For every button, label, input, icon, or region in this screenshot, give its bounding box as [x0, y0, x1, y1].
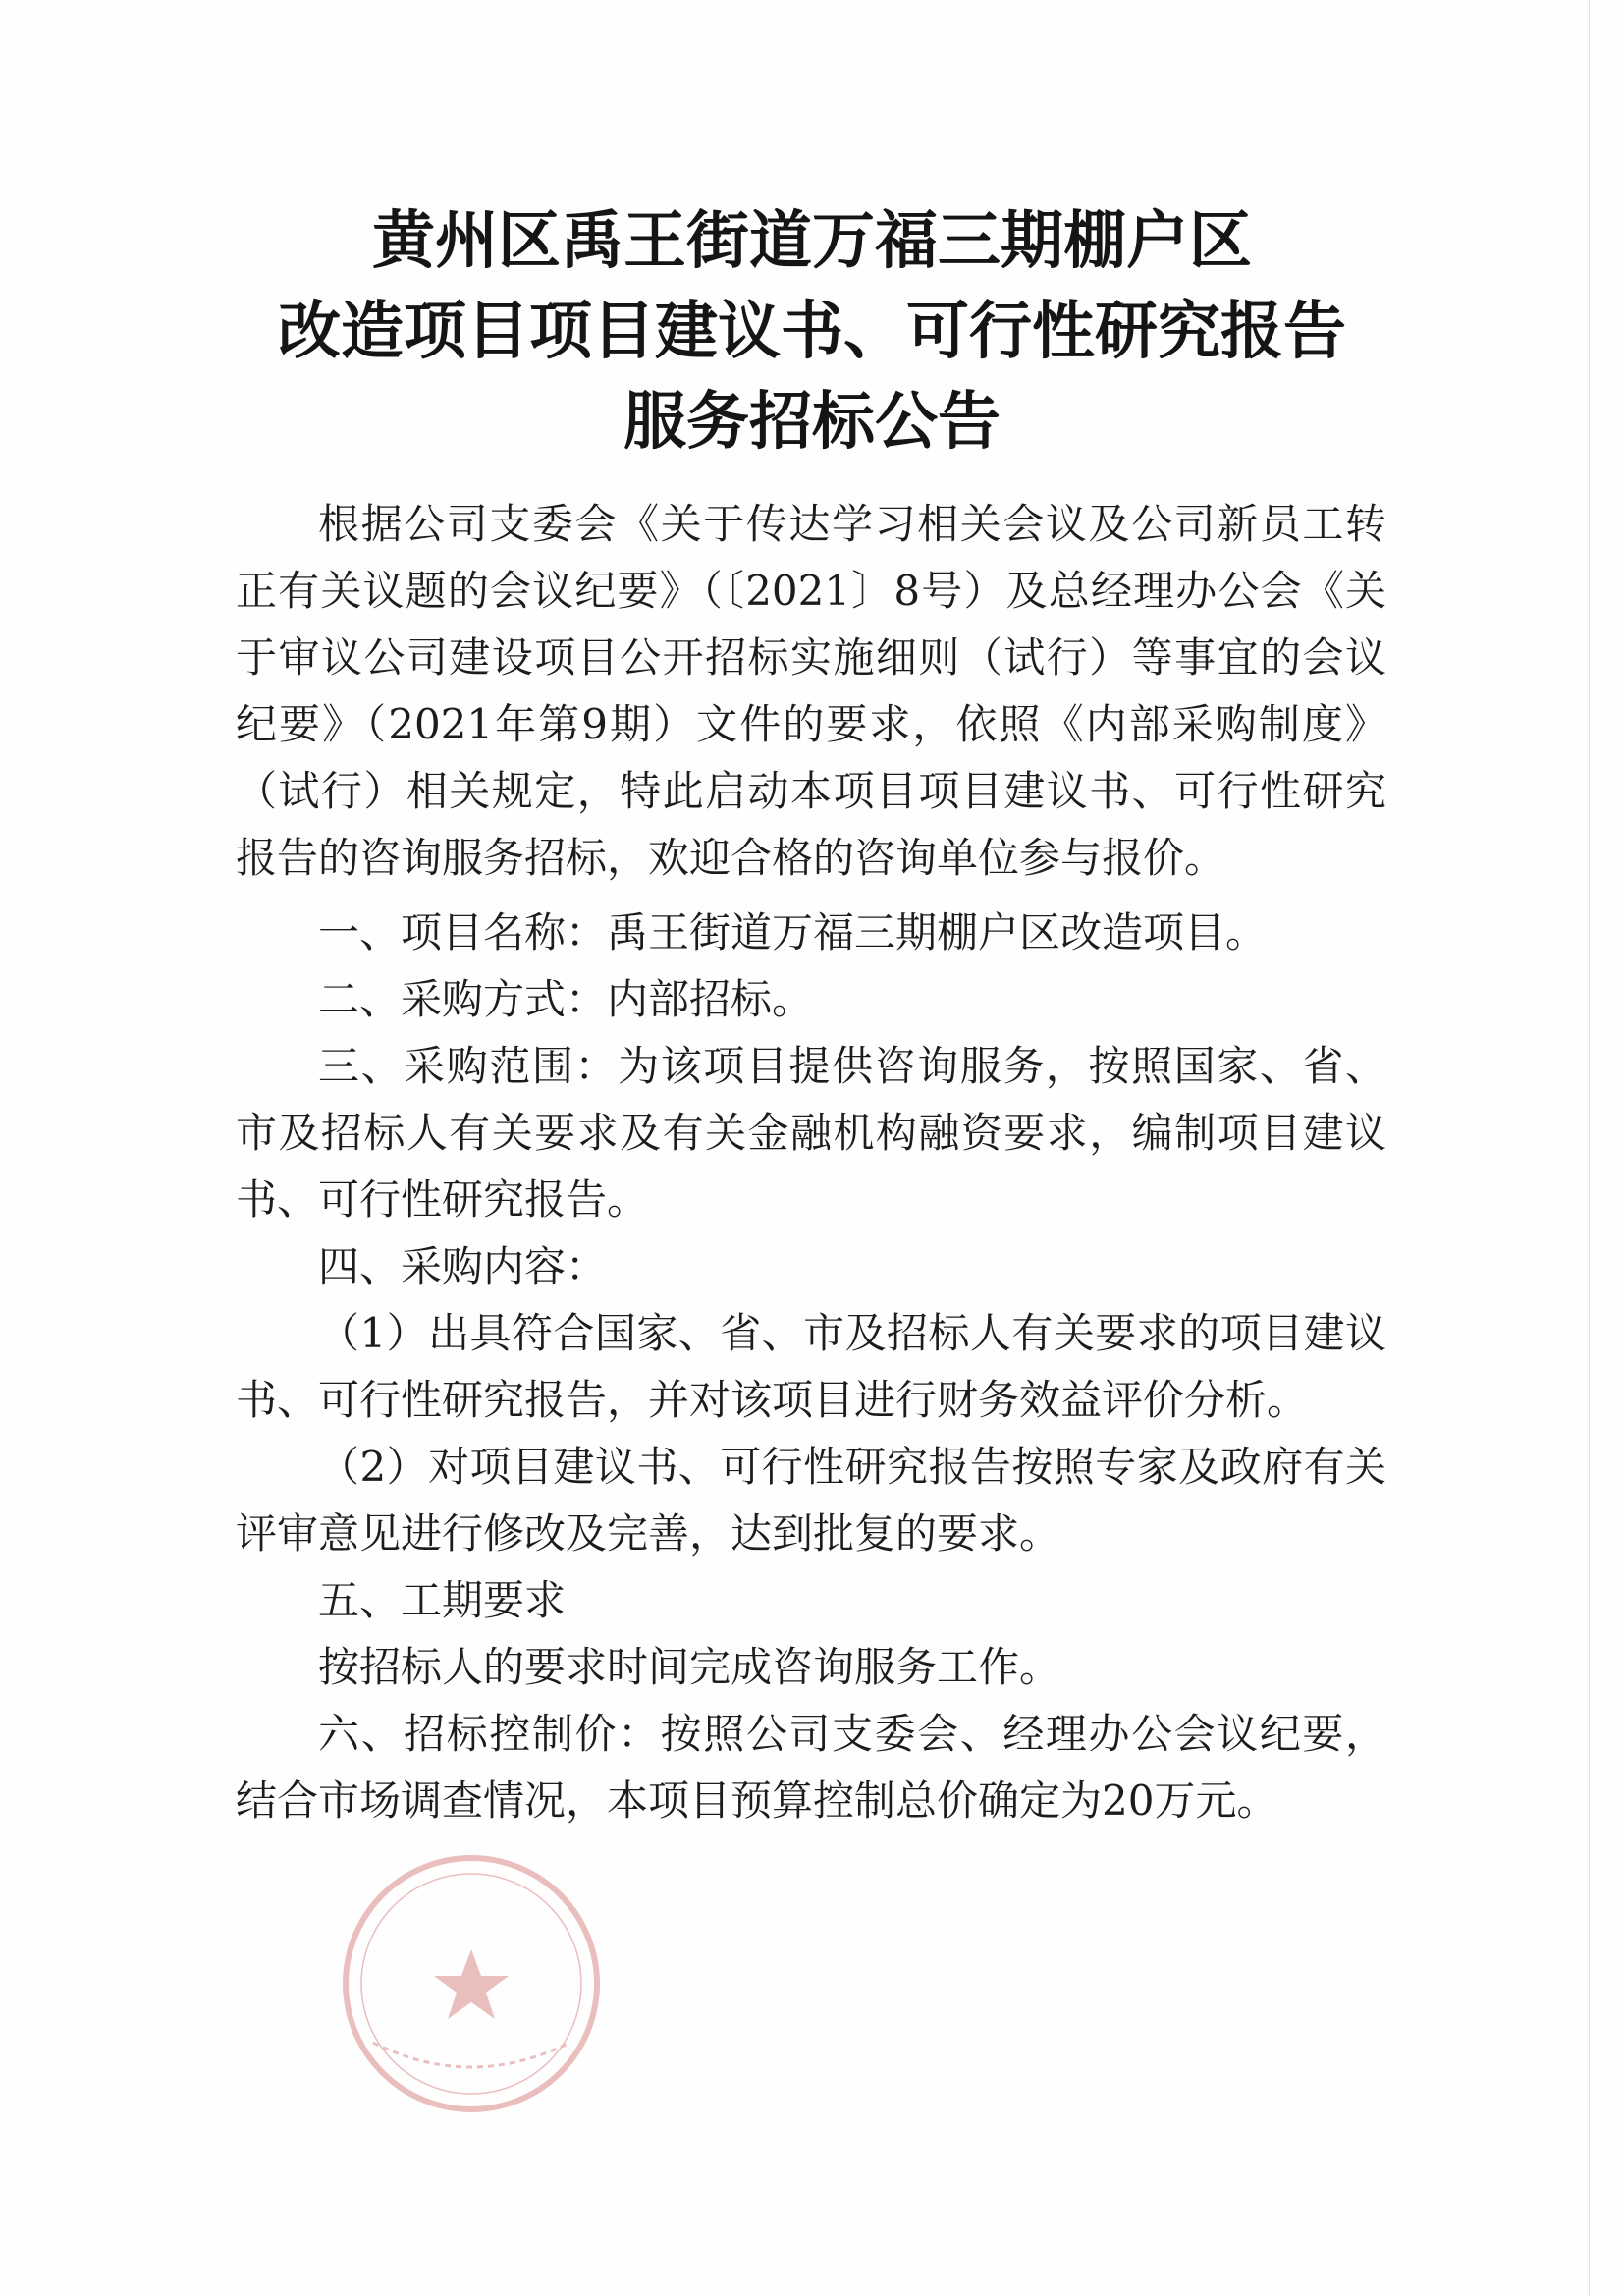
title-line-3: 服务招标公告: [623, 385, 1001, 459]
official-seal-stamp: [334, 1846, 609, 2121]
document-title: [0, 196, 1624, 467]
section-procurement-content-heading: 四、采购内容：: [318, 1242, 608, 1290]
procurement-content-item-1: （1）出具符合国家、省、市及招标人有关要求的项目建议书、可行性研究报告，并对该项目进行财务效益评价分析。: [236, 1309, 1386, 1424]
title-line-1: 黄州区禹王街道万福三期棚户区: [372, 204, 1252, 278]
procurement-content-item-2: （2）对项目建议书、可行性研究报告按照专家及政府有关评审意见进行修改及完善，达到批复的要求。: [236, 1443, 1386, 1558]
section-control-price: 六、招标控制价：按照公司支委会、经理办公会议纪要，结合市场调查情况，本项目预算控制总价确定为20万元。: [236, 1710, 1386, 1825]
title-line-2: 改造项目项目建议书、可行性研究报告: [278, 295, 1346, 368]
section-schedule-text: 按招标人的要求时间完成咨询服务工作。: [318, 1643, 1061, 1691]
section-schedule-heading: 五、工期要求: [318, 1576, 567, 1624]
document-body: [236, 491, 1386, 1834]
section-procurement-scope: 三、采购范围：为该项目提供咨询服务，按照国家、省、市及招标人有关要求及有关金融机构融资要求，编制项目建议书、可行性研究报告。: [236, 1042, 1386, 1224]
section-procurement-method: 二、采购方式：内部招标。: [318, 975, 814, 1023]
intro-paragraph: 根据公司支委会《关于传达学习相关会议及公司新员工转正有关议题的会议纪要》（〔2021〕8号）及总经理办公会《关于审议公司建设项目公开招标实施细则（试行）等事宜的会议纪要》（2021年第9期）文件的要求，依照《内部采购制度》（试行）相关规定，特此启动本项目项目建议书、可行性研究报告的咨询服务招标，欢迎合格的咨询单位参与报价。: [236, 500, 1386, 882]
section-project-name: 一、项目名称：禹王街道万福三期棚户区改造项目。: [318, 908, 1268, 957]
